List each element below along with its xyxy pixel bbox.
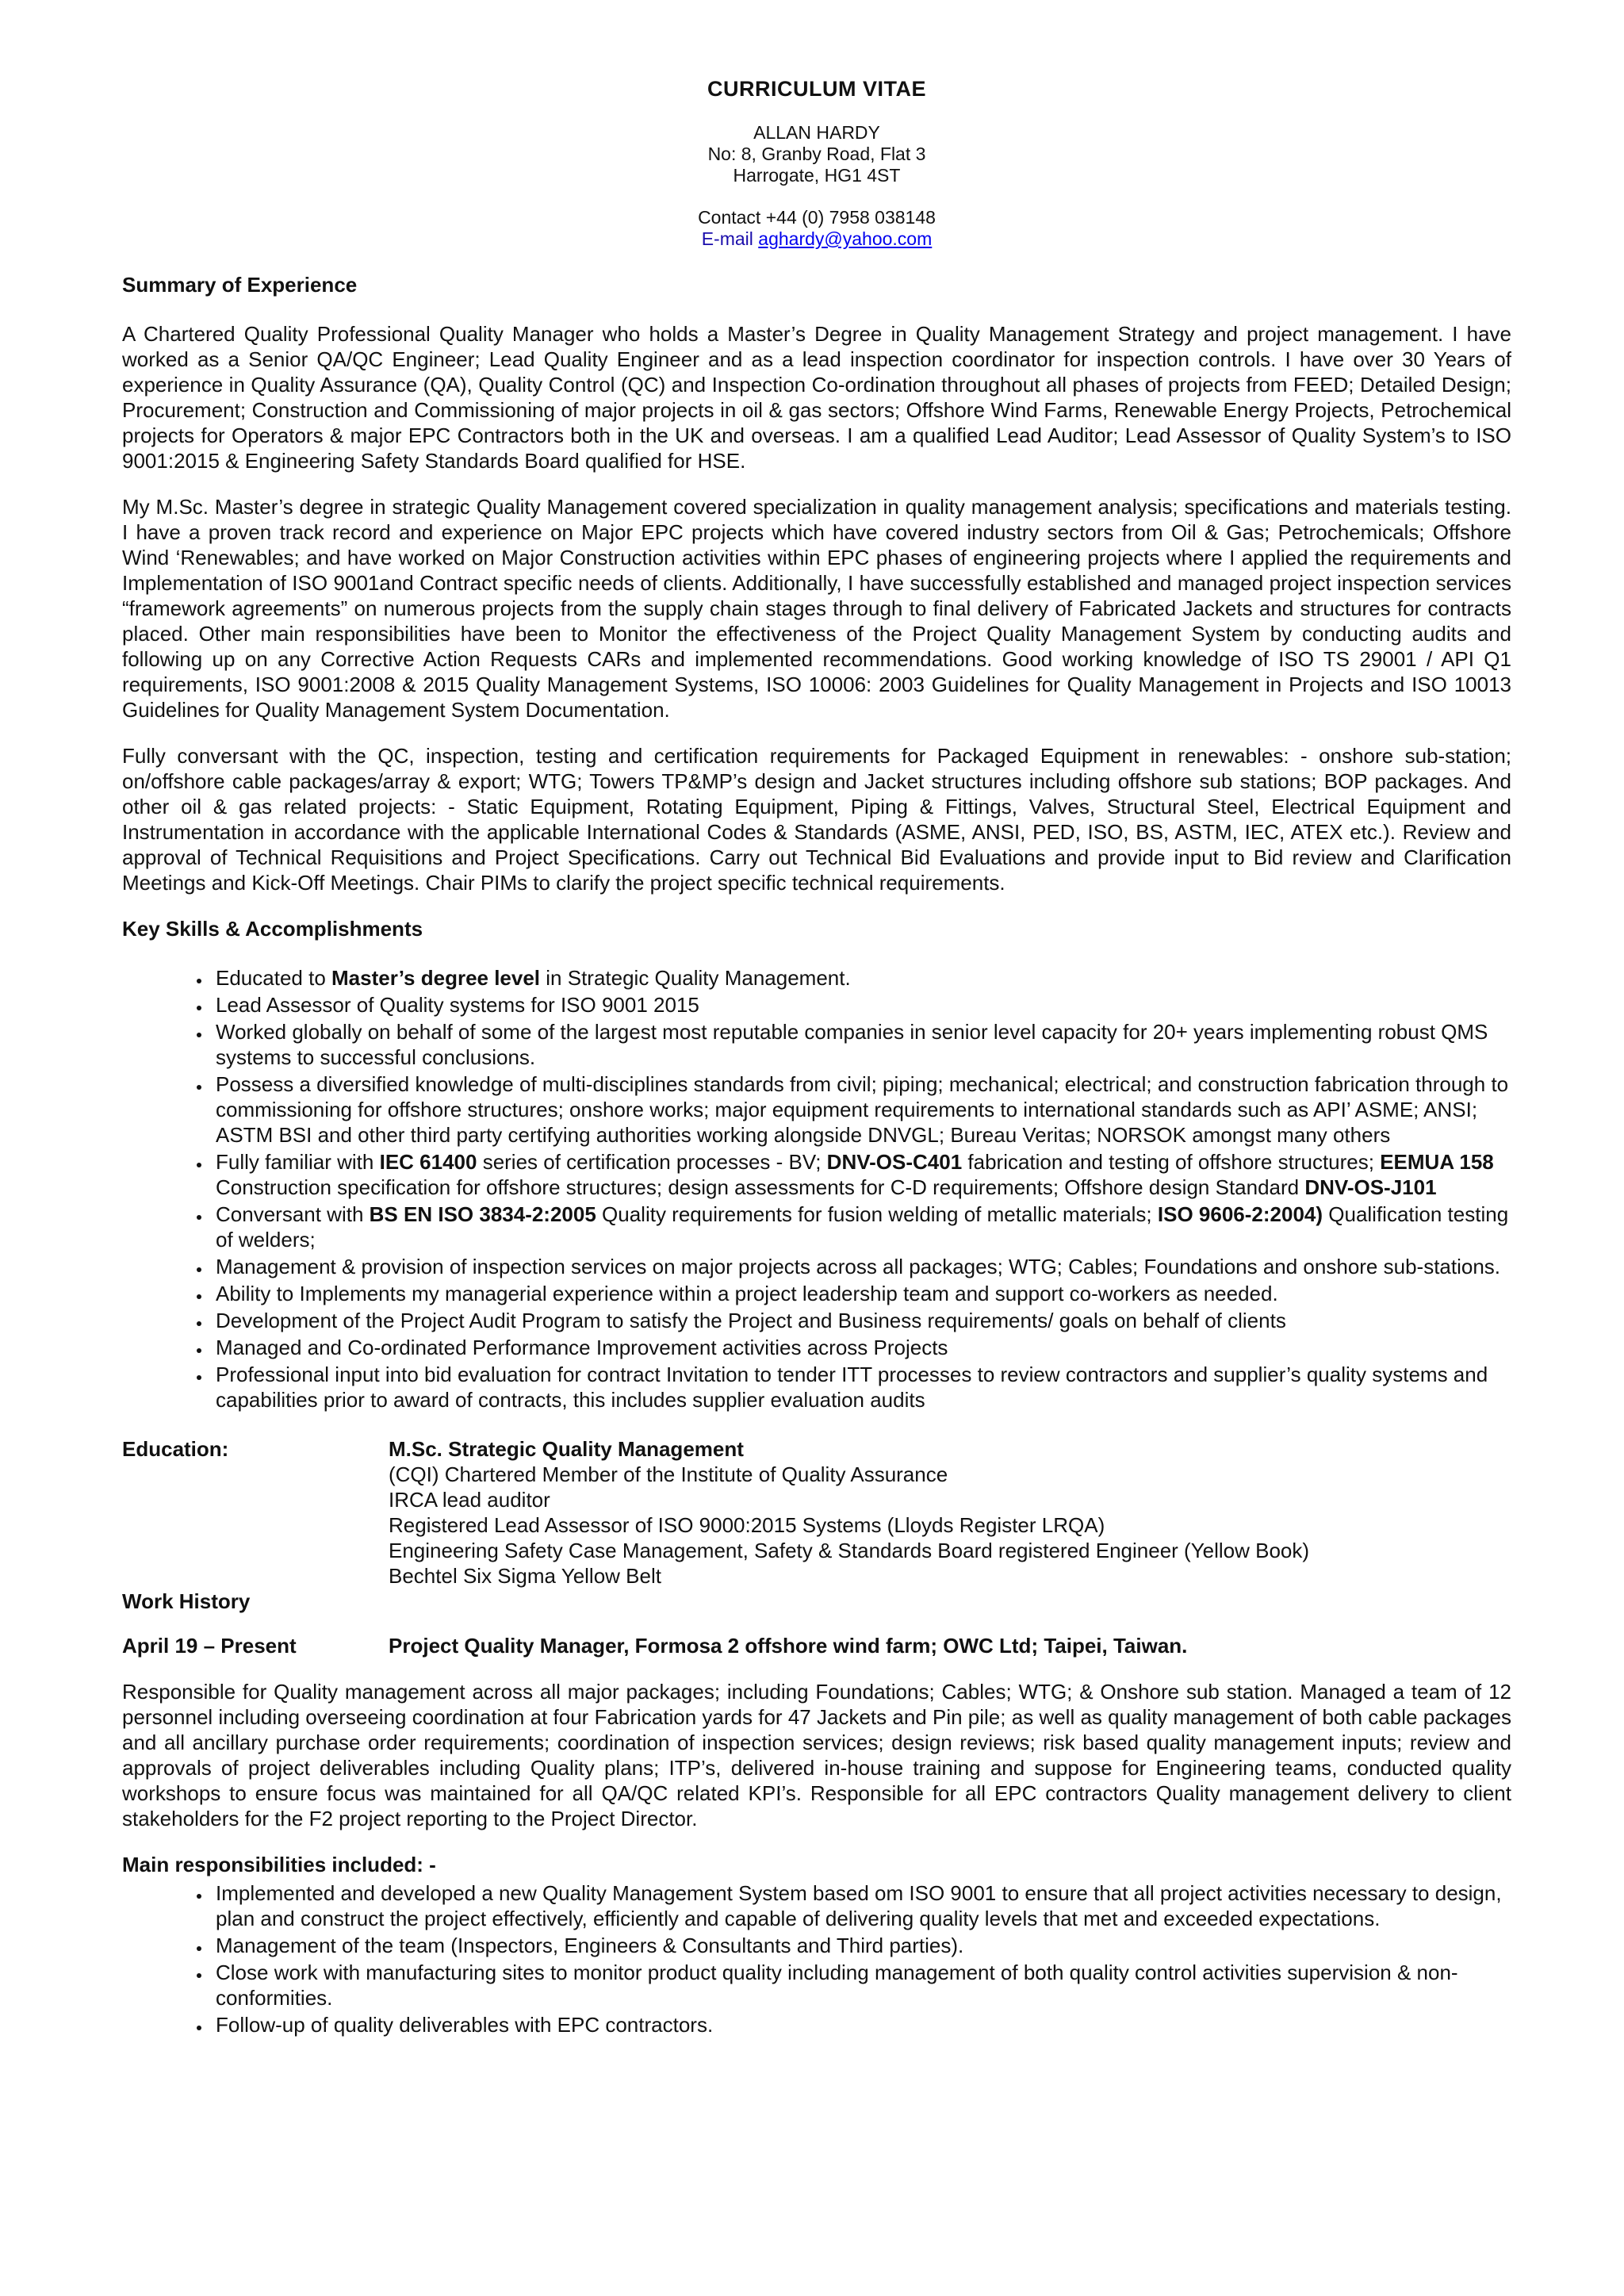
summary-heading: Summary of Experience — [122, 273, 358, 297]
skill-item: • Possess a diversified knowledge of multi-disciplines standards from civil; piping; mechanical; electrical; and construction fabrication through to commissioning for offshore structures; onshore works; major equipment requirements to international standards such as API’ ASME; ANSI; ASTM BSI and other third party certifying authorities working alongside DNVGL; Bureau Veritas; NORSOK amongst many others — [211, 1071, 1511, 1148]
address-line-1: No: 8, Granby Road, Flat 3 — [707, 144, 926, 164]
skill-item: • Educated to Master’s degree level in Strategic Quality Management. — [211, 965, 1511, 991]
education-item: Registered Lead Assessor of ISO 9000:2015 Systems (Lloyds Register LRQA) — [389, 1513, 1105, 1537]
email-label: E-mail — [701, 228, 753, 249]
education-item: Bechtel Six Sigma Yellow Belt — [389, 1564, 661, 1588]
education-section — [122, 1436, 1511, 1589]
job-title: Project Quality Manager, Formosa 2 offshore wind farm; OWC Ltd; Taipei, Taiwan. — [389, 1634, 1188, 1658]
skills-heading: Key Skills & Accomplishments — [122, 917, 423, 941]
summary-paragraph-1: A Chartered Quality Professional Quality Manager who holds a Master’s Degree in Quality Management Strategy and project management. I have worked as a Senior QA/QC Engineer; Lead Quality Engineer and as a lead inspection coordinator for inspection controls. I have over 30 Years of experience in Quality Assurance (QA), Quality Control (QC) and Inspection Co-ordination throughout all phases of projects from FEED; Detailed Design; Procurement; Construction and Commissioning of major projects in oil & gas sectors; Offshore Wind Farms, Renewable Energy Projects, Petrochemical projects for Operators & major EPC Contractors both in the UK and overseas. I am a qualified Lead Auditor; Lead Assessor of Quality System’s to ISO 9001:2015 & Engineering Safety Standards Board qualified for HSE. — [122, 322, 1511, 473]
work-history-heading: Work History — [122, 1589, 251, 1613]
responsibility-item: • Close work with manufacturing sites to monitor product quality including management of both quality control activities supervision & non-conformities. — [211, 1960, 1511, 2010]
job-date: April 19 – Present — [122, 1634, 297, 1658]
summary-paragraph-2: My M.Sc. Master’s degree in strategic Quality Management covered specialization in quality management analysis; specifications and materials testing. I have a proven track record and experience on Major EPC projects which have covered industry sectors from Oil & Gas; Petrochemicals; Offshore Wind ‘Renewables; and have worked on Major Construction activities within EPC phases of engineering projects where I applied the requirements and Implementation of ISO 9001and Contract specific needs of clients. Additionally, I have successfully established and managed project inspection services “framework agreements” on numerous projects from the supply chain stages through to final delivery of Fabricated Jackets and structures for contracts placed. Other main responsibilities have been to Monitor the effectiveness of the Project Quality Management System by conducting audits and following up on any Corrective Action Requests CARs and implemented recommendations. Good working knowledge of ISO TS 29001 / API Q1 requirements, ISO 9001:2008 & 2015 Quality Management Systems, ISO 10006: 2003 Guidelines for Quality Management in Projects and ISO 10013 Guidelines for Quality Management System Documentation. — [122, 495, 1511, 722]
skill-item: • Ability to Implements my managerial experience within a project leadership team and support co-workers as needed. — [211, 1281, 1511, 1306]
skills-list — [122, 965, 1511, 1412]
summary-paragraph-3: Fully conversant with the QC, inspection, testing and certification requirements for Packaged Equipment in renewables: - onshore sub-station; on/offshore cable packages/array & export; WTG; Towers TP&MP’s design and Jacket structures including offshore sub stations; BOP packages. And other oil & gas related projects: - Static Equipment, Rotating Equipment, Piping & Fittings, Valves, Structural Steel, Electrical Equipment and Instrumentation in accordance with the applicable International Codes & Standards (ASME, ANSI, PED, ISO, BS, ASTM, IEC, ATEX etc.). Review and approval of Technical Requisitions and Project Specifications. Carry out Technical Bid Evaluations and provide input to Bid review and Clarification Meetings and Kick-Off Meetings. Chair PIMs to clarify the project specific technical requirements. — [122, 744, 1511, 895]
skill-item: • Management & provision of inspection services on major projects across all packages; WTG; Cables; Foundations and onshore sub-stations. — [211, 1254, 1511, 1279]
education-list — [389, 1436, 1309, 1589]
job-description: Responsible for Quality management across all major packages; including Foundations; Cables; WTG; & Onshore sub station. Managed a team of 12 personnel including overseeing coordination at four Fabrication yards for 47 Jackets and Pin pile; as well as quality management of both cable packages and all ancillary purchase order requirements; coordination of inspection services; design reviews; risk based quality management inputs; review and approvals of project deliverables including Quality plans; ITP’s, delivered in-house training and suppose for Engineering teams, conducted quality workshops to ensure focus was maintained for all QA/QC related KPI’s. Responsible for all EPC contractors Quality management delivery to client stakeholders for the F2 project reporting to the Project Director. — [122, 1680, 1511, 1830]
address-line-2: Harrogate, HG1 4ST — [733, 165, 901, 186]
education-item: Engineering Safety Case Management, Safety & Standards Board registered Engineer (Yellow Book) — [389, 1539, 1310, 1562]
candidate-name: ALLAN HARDY — [753, 122, 880, 143]
education-item: M.Sc. Strategic Quality Management — [389, 1437, 744, 1461]
email-row — [122, 228, 1511, 250]
skill-item: • Worked globally on behalf of some of the largest most reputable companies in senior level capacity for 20+ years implementing robust QMS systems to successful conclusions. — [211, 1019, 1511, 1070]
contact-phone: Contact +44 (0) 7958 038148 — [698, 207, 936, 228]
skill-item: • Lead Assessor of Quality systems for ISO 9001 2015 — [211, 992, 1511, 1018]
responsibility-item: • Implemented and developed a new Quality Management System based om ISO 9001 to ensure that all project activities necessary to design, plan and construct the project effectively, efficiently and capable of delivering quality levels that met and exceeded expectations. — [211, 1880, 1511, 1931]
cv-header — [122, 76, 1511, 250]
skill-item: • Development of the Project Audit Program to satisfy the Project and Business requirements/ goals on behalf of clients — [211, 1308, 1511, 1333]
responsibilities-list — [122, 1880, 1511, 2037]
skill-item: • Managed and Co-ordinated Performance Improvement activities across Projects — [211, 1335, 1511, 1360]
education-item: (CQI) Chartered Member of the Institute of Quality Assurance — [389, 1462, 948, 1486]
responsibility-item: • Management of the team (Inspectors, Engineers & Consultants and Third parties). — [211, 1933, 1511, 1958]
job-entry — [122, 1633, 1511, 1658]
education-item: IRCA lead auditor — [389, 1488, 550, 1512]
skill-item: • Professional input into bid evaluation for contract Invitation to tender ITT processes to review contractors and supplier’s quality systems and capabilities prior to award of contracts, this includes supplier evaluation audits — [211, 1362, 1511, 1412]
skill-item: • Fully familiar with IEC 61400 series of certification processes - BV; DNV-OS-C401 fabrication and testing of offshore structures; EEMUA 158 Construction specification for offshore structures; design assessments for C-D requirements; Offshore design Standard DNV-OS-J101 — [211, 1149, 1511, 1200]
responsibilities-heading: Main responsibilities included: - — [122, 1853, 436, 1876]
education-label: Education: — [122, 1437, 229, 1461]
skill-item: • Conversant with BS EN ISO 3834-2:2005 Quality requirements for fusion welding of metallic materials; ISO 9606-2:2004) Qualification testing of welders; — [211, 1202, 1511, 1252]
document-title: CURRICULUM VITAE — [707, 77, 926, 101]
email-link[interactable]: aghardy@yahoo.com — [758, 228, 933, 249]
responsibility-item: • Follow-up of quality deliverables with EPC contractors. — [211, 2012, 1511, 2037]
